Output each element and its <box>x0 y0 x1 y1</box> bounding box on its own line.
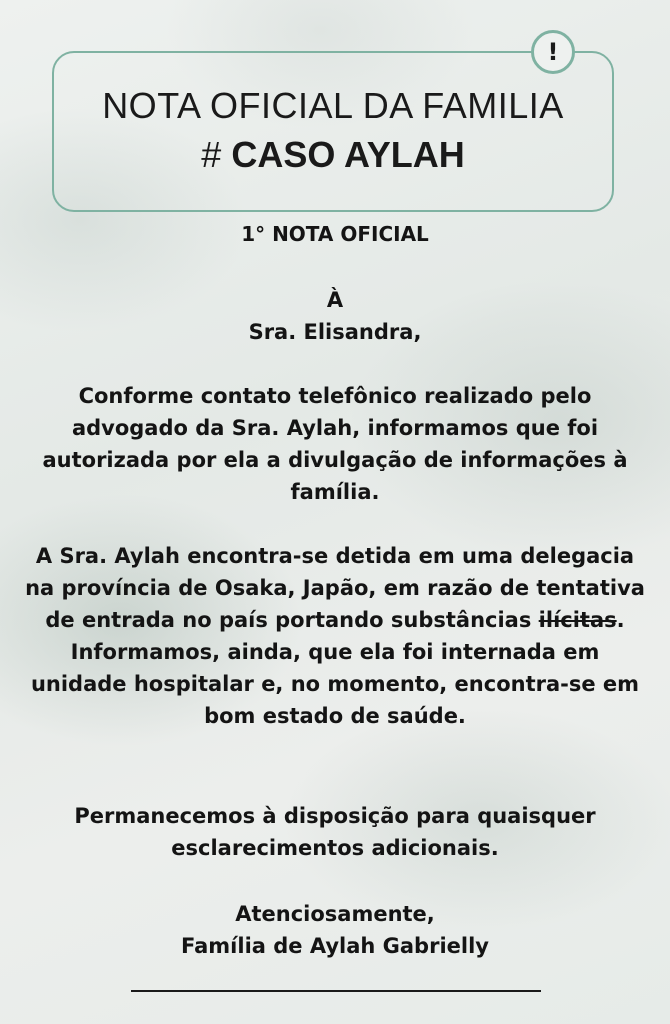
greeting-line-2: Sra. Elisandra, <box>248 320 422 344</box>
greeting-line-1: À <box>326 288 344 312</box>
paragraph-contact: Conforme contato telefônico realizado pelo advogado da Sra. Aylah, informamos que foi autorizada por ela a divulgação de informações à família. <box>42 384 628 504</box>
paragraph-detention-after: . Informamos, ainda, que ela foi internada em unidade hospitalar e, no momento, encontra-se em bom estado de saúde. <box>30 608 640 728</box>
closing-signature-name: Família de Aylah Gabrielly <box>181 934 489 958</box>
hash-symbol: # <box>201 134 222 175</box>
header-subtitle <box>52 133 614 177</box>
note-label: 1° NOTA OFICIAL <box>241 222 429 246</box>
header-title: NOTA OFICIAL DA FAMILIA <box>102 85 564 126</box>
struck-word: ilícitas <box>538 608 617 632</box>
alert-symbol: ! <box>547 38 559 66</box>
paragraph-availability: Permanecemos à disposição para quaisquer esclarecimentos adicionais. <box>74 804 596 860</box>
paragraph-detention <box>20 540 650 732</box>
paragraph-detention-before: A Sra. Aylah encontra-se detida em uma delegacia na província de Osaka, Japão, em razão de tentativa de entrada no país portando substâncias <box>25 544 645 632</box>
header-frame <box>52 51 614 212</box>
case-name: CASO AYLAH <box>231 134 465 175</box>
exclamation-alert-icon <box>531 30 575 74</box>
signature-line <box>131 990 541 992</box>
closing-line-1: Atenciosamente, <box>235 902 435 926</box>
